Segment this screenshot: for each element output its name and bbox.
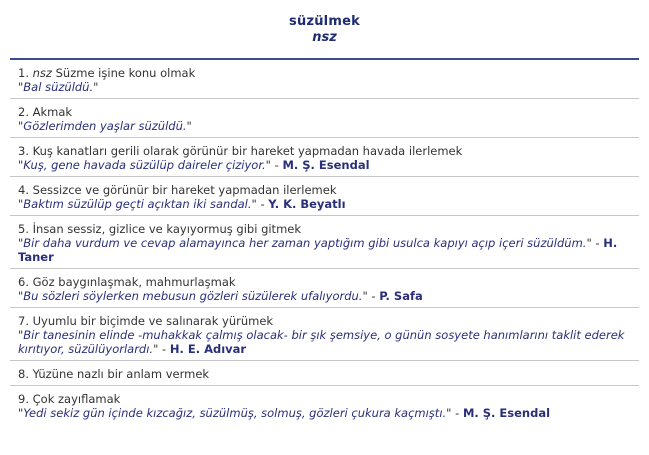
sense-example: Yedi sekiz gün içinde kızcağız, süzülmüş, solmuş, gözleri çukura kaçmıştı. xyxy=(23,406,447,420)
sense-definition-line xyxy=(18,367,631,381)
sense-row xyxy=(10,177,639,216)
sense-definition: Kuş kanatları gerili olarak görünür bir hareket yapmadan havada ilerlemek xyxy=(32,144,463,158)
sense-example-line: "Baktım süzülüp geçti açıktan iki sandal." - Y. K. Beyatlı xyxy=(18,197,346,211)
sense-row xyxy=(10,361,639,386)
sense-row xyxy=(10,99,639,138)
sense-example-line: "Kuş, gene havada süzülüp daireler çiziyor." - M. Ş. Esendal xyxy=(18,158,370,172)
sense-example: Gözlerimden yaşlar süzüldü. xyxy=(23,119,187,133)
sense-example-line: "Yedi sekiz gün içinde kızcağız, süzülmüş, solmuş, gözleri çukura kaçmıştı." - M. Ş. Esendal xyxy=(18,406,551,420)
sense-definition: Akmak xyxy=(32,105,73,119)
sense-example: Bal süzüldü. xyxy=(23,80,94,94)
sense-example-line: "Bu sözleri söylerken mebusun gözleri süzülerek ufalıyordu." - P. Safa xyxy=(18,289,423,303)
sense-definition: Çok zayıflamak xyxy=(32,392,121,406)
sense-definition-line xyxy=(18,66,631,80)
sense-example-line: "Bal süzüldü." xyxy=(18,80,99,94)
sense-number: 9. xyxy=(18,392,29,406)
sense-author: P. Safa xyxy=(379,289,423,303)
sense-number: 4. xyxy=(18,183,29,197)
sense-example: Baktım süzülüp geçti açıktan iki sandal. xyxy=(23,197,252,211)
sense-row xyxy=(10,308,639,361)
sense-definition: Göz baygınlaşmak, mahmurlaşmak xyxy=(32,275,236,289)
sense-author: M. Ş. Esendal xyxy=(462,406,551,420)
sense-definition-line xyxy=(18,392,631,406)
sense-list xyxy=(10,60,639,424)
sense-example-line: "Bir daha vurdum ve cevap alamayınca her zaman yaptığım gibi usulca kapıyı açıp içeri süzüldüm." - H. Taner xyxy=(18,236,618,264)
sense-example: Bir tanesinin elinde -muhakkak çalmış olacak- bir şık şemsiye, o günün sosyete hanımlarını taklit ederek kırıtıyor, süzülüyorlardı. xyxy=(18,328,625,356)
entry-header xyxy=(10,0,639,60)
sense-definition: Süzme işine konu olmak xyxy=(55,66,196,80)
sense-number: 7. xyxy=(18,314,29,328)
sense-definition-line xyxy=(18,183,631,197)
sense-row xyxy=(10,138,639,177)
sense-example: Bu sözleri söylerken mebusun gözleri süzülerek ufalıyordu. xyxy=(23,289,363,303)
sense-number: 6. xyxy=(18,275,29,289)
sense-definition-line xyxy=(18,105,631,119)
sense-row xyxy=(10,386,639,424)
sense-definition: Yüzüne nazlı bir anlam vermek xyxy=(32,367,210,381)
sense-definition-line xyxy=(18,222,631,236)
sense-author: H. E. Adıvar xyxy=(169,342,247,356)
sense-row xyxy=(10,60,639,99)
sense-example: Bir daha vurdum ve cevap alamayınca her zaman yaptığım gibi usulca kapıyı açıp içeri süzüldüm. xyxy=(23,236,587,250)
part-of-speech: nsz xyxy=(312,30,337,45)
sense-author: H. Taner xyxy=(18,236,618,264)
sense-author: M. Ş. Esendal xyxy=(282,158,370,172)
dictionary-entry xyxy=(10,0,639,424)
sense-example: Kuş, gene havada süzülüp daireler çiziyor. xyxy=(23,158,266,172)
sense-row xyxy=(10,216,639,269)
sense-definition: Uyumlu bir biçimde ve salınarak yürümek xyxy=(32,314,274,328)
sense-definition-line xyxy=(18,314,631,328)
sense-number: 1. xyxy=(18,66,29,80)
sense-number: 3. xyxy=(18,144,29,158)
sense-example-line: "Gözlerimden yaşlar süzüldü." xyxy=(18,119,192,133)
sense-definition-line xyxy=(18,275,631,289)
sense-definition: İnsan sessiz, gizlice ve kayıyormuş gibi gitmek xyxy=(32,222,302,236)
sense-example-line: "Bir tanesinin elinde -muhakkak çalmış olacak- bir şık şemsiye, o günün sosyete hanımlarını taklit ederek kırıtıyor, süzülüyorlardı." - H. E. Adıvar xyxy=(18,328,625,356)
sense-row xyxy=(10,269,639,308)
sense-number: 8. xyxy=(18,367,29,381)
sense-author: Y. K. Beyatlı xyxy=(268,197,346,211)
sense-definition-line xyxy=(18,144,631,158)
headword: süzülmek xyxy=(289,14,360,29)
sense-number: 2. xyxy=(18,105,29,119)
sense-tag: nsz xyxy=(32,66,52,80)
sense-number: 5. xyxy=(18,222,29,236)
sense-definition: Sessizce ve görünür bir hareket yapmadan ilerlemek xyxy=(32,183,337,197)
